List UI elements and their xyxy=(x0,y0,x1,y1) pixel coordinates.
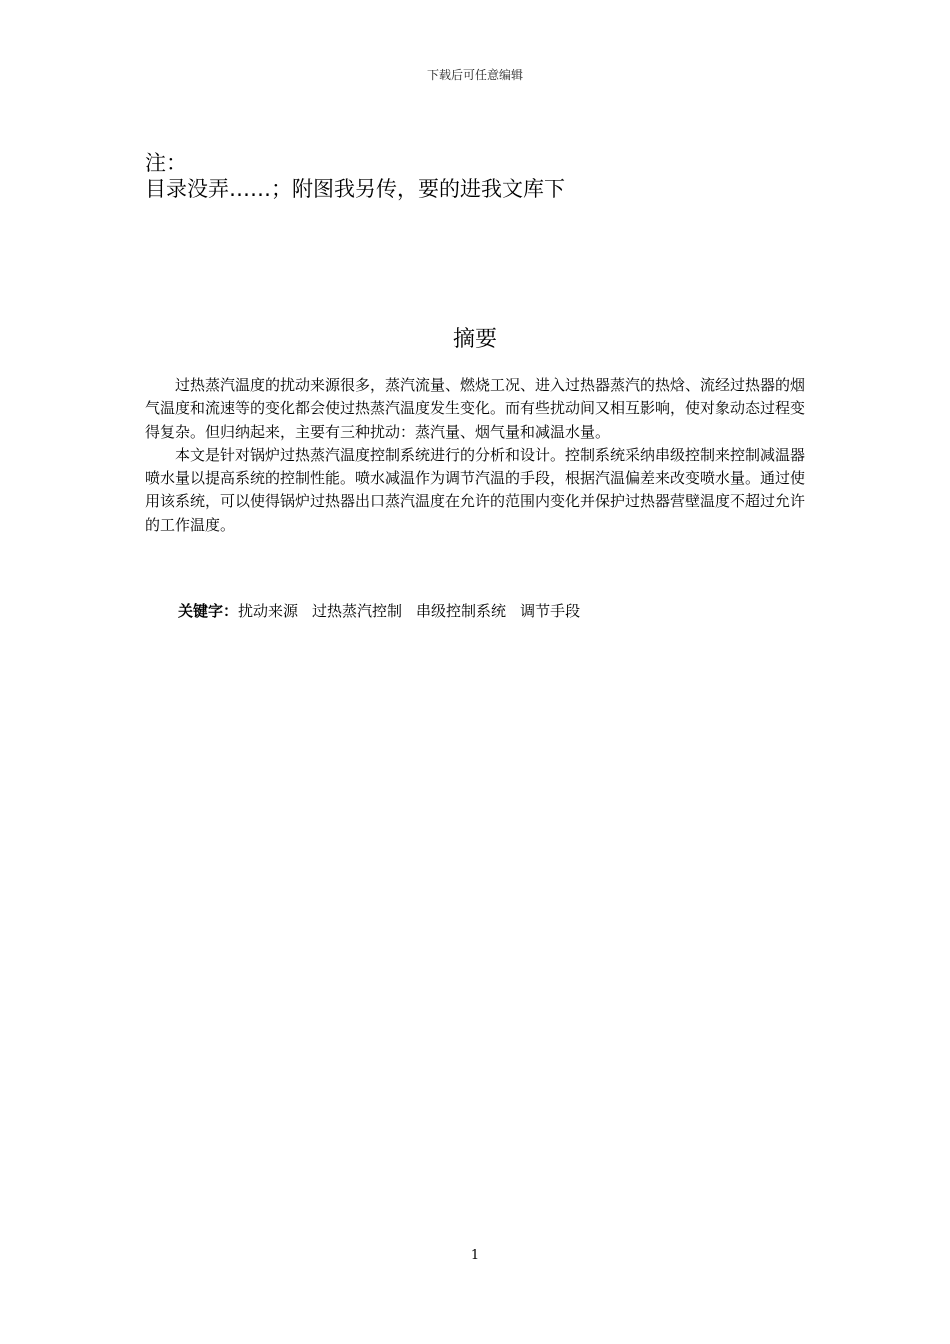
header-note: 下载后可任意编辑 xyxy=(426,68,523,82)
note-text: 目录没弄……；附图我另传，要的进我文库下 xyxy=(145,177,565,201)
page-number: 1 xyxy=(470,1248,480,1263)
note-label: 注： xyxy=(145,151,187,175)
note-block xyxy=(145,150,825,202)
keyword-item: 过热蒸汽控制 xyxy=(312,602,403,620)
keywords-line xyxy=(178,599,818,623)
abstract-title: 摘要 xyxy=(452,327,497,352)
abstract-paragraph: 过热蒸汽温度的扰动来源很多，蒸汽流量、燃烧工况、进入过热器蒸汽的热焓、流经过热器的烟气温度和流速等的变化都会使过热蒸汽温度发生变化。而有些扰动间又相互影响，使对象动态过程变得复杂。但归纳起来，主要有三种扰动：蒸汽量、烟气量和减温水量。 xyxy=(145,376,806,441)
abstract-body xyxy=(145,374,805,537)
keyword-item: 调节手段 xyxy=(520,602,581,620)
abstract-paragraph: 本文是针对锅炉过热蒸汽温度控制系统进行的分析和设计。控制系统采纳串级控制来控制减温器喷水量以提高系统的控制性能。喷水减温作为调节汽温的手段，根据汽温偏差来改变喷水量。通过使用该系统，可以使得锅炉过热器出口蒸汽温度在允许的范围内变化并保护过热器营壁温度不超过允许的工作温度。 xyxy=(145,445,806,534)
keyword-item: 扰动来源 xyxy=(238,602,299,620)
keyword-item: 串级控制系统 xyxy=(416,602,507,620)
keywords-label: 关键字： xyxy=(178,602,239,620)
